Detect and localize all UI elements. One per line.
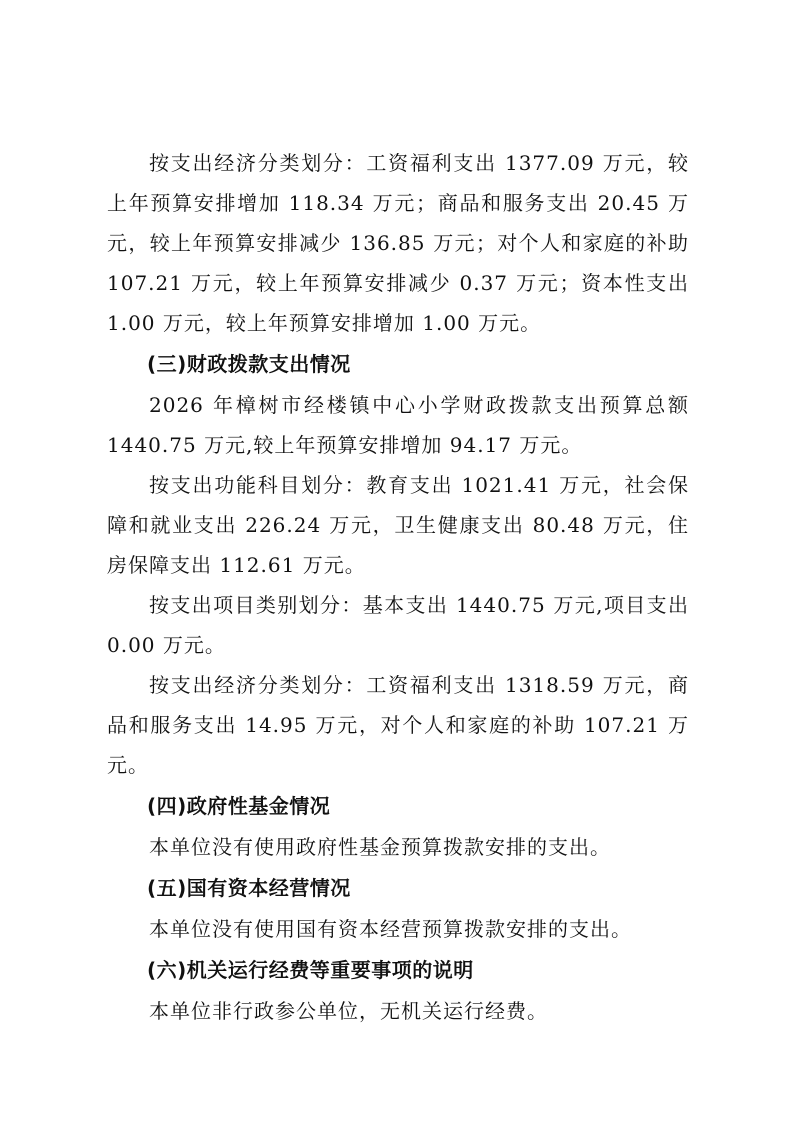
section-heading-operating-expenses: (六)机关运行经费等重要事项的说明 [147, 958, 474, 982]
section-heading-state-capital: (五)国有资本经营情况 [147, 876, 351, 900]
paragraph-government-fund: 本单位没有使用政府性基金预算拨款安排的支出。 [149, 835, 611, 859]
paragraph-state-capital: 本单位没有使用国有资本经营预算拨款安排的支出。 [149, 917, 632, 941]
paragraph-project-category: 按支出项目类别划分：基本支出 1440.75 万元,项目支出 0.00 万元。 [107, 593, 689, 657]
paragraph-economic-classification-appropriation: 按支出经济分类划分：工资福利支出 1318.59 万元，商品和服务支出 14.95 万元，对个人和家庭的补助 107.21 万元。 [107, 673, 689, 777]
paragraph-operating-expenses: 本单位非行政参公单位，无机关运行经费。 [149, 999, 548, 1023]
document-page [107, 143, 689, 1031]
section-heading-government-fund: (四)政府性基金情况 [147, 794, 331, 818]
paragraph-appropriation-total: 2026 年樟树市经楼镇中心小学财政拨款支出预算总额 1440.75 万元,较上年预算安排增加 94.17 万元。 [107, 393, 689, 457]
paragraph-economic-classification-total: 按支出经济分类划分：工资福利支出 1377.09 万元，较上年预算安排增加 118.34 万元；商品和服务支出 20.45 万元，较上年预算安排减少 136.85 万元；对个人和家庭的补助 107.21 万元，较上年预算安排减少 0.37 万元；资本性支出 1.00 万元，较上年预算安排增加 1.00 万元。 [107, 151, 689, 335]
paragraph-functional-classification: 按支出功能科目划分：教育支出 1021.41 万元，社会保障和就业支出 226.24 万元，卫生健康支出 80.48 万元，住房保障支出 112.61 万元。 [107, 473, 689, 577]
section-heading-fiscal-appropriation: (三)财政拨款支出情况 [147, 352, 351, 376]
